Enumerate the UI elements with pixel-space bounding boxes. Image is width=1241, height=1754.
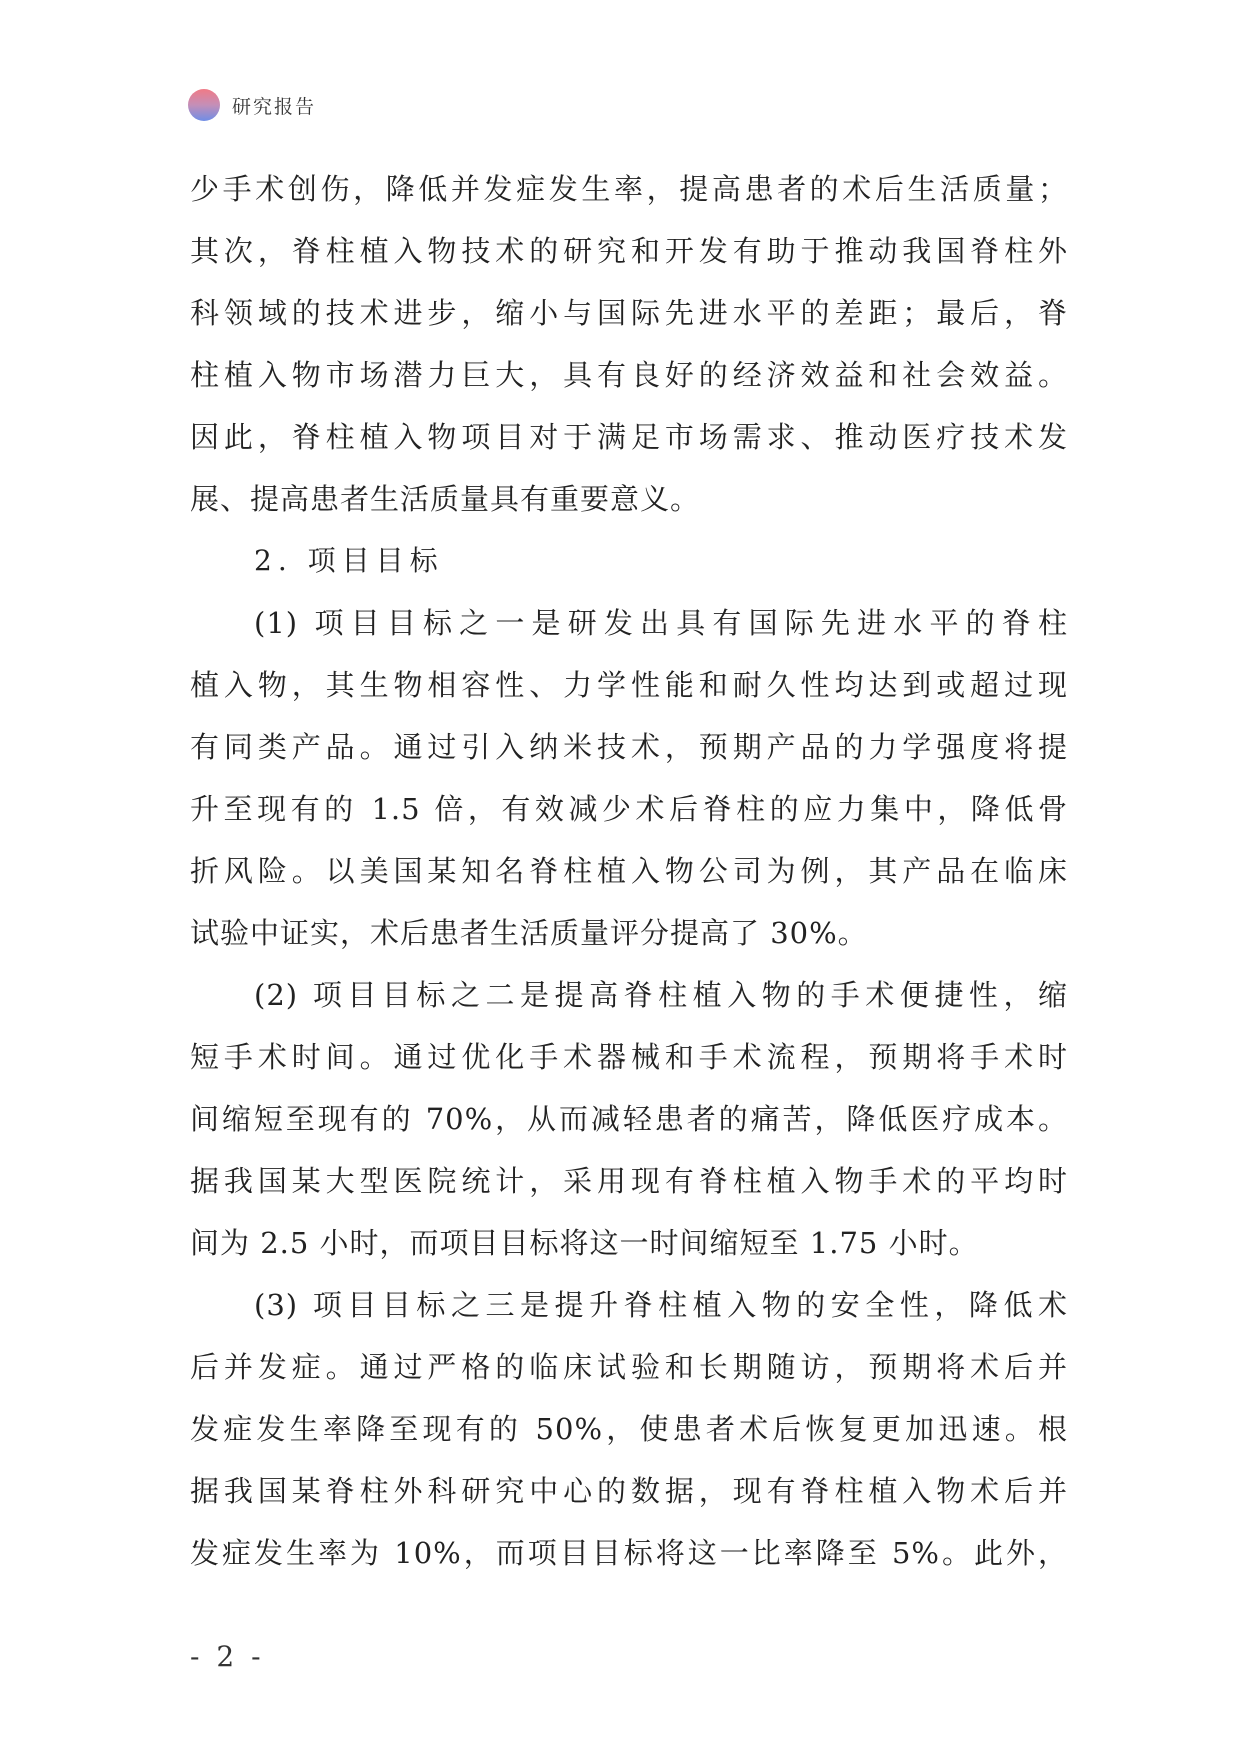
text-line: 展、提高患者生活质量具有重要意义。 [190,482,701,516]
page-number: - 2 - [190,1640,265,1673]
text-line: 柱植入物市场潜力巨大，具有良好的经济效益和社会效益。 [190,358,1068,392]
text-line: 试验中证实，术后患者生活质量评分提高了 30%。 [190,916,868,950]
text-line: 其次，脊柱植入物技术的研究和开发有助于推动我国脊柱外 [190,234,1068,268]
text-line: (3) 项目目标之三是提升脊柱植入物的安全性，降低术 [254,1288,1068,1322]
text-line: 间为 2.5 小时，而项目目标将这一时间缩短至 1.75 小时。 [190,1226,979,1260]
header-title: 研究报告 [232,95,317,118]
text-line: 有同类产品。通过引入纳米技术，预期产品的力学强度将提 [190,730,1068,764]
text-line: 升至现有的 1.5 倍，有效减少术后脊柱的应力集中，降低骨 [190,792,1068,826]
text-line: (1) 项目目标之一是研发出具有国际先进水平的脊柱 [254,606,1068,640]
text-line: 据我国某脊柱外科研究中心的数据，现有脊柱植入物术后并 [190,1474,1068,1508]
text-line: 少手术创伤，降低并发症发生率，提高患者的术后生活质量； [190,172,1068,206]
text-line: 植入物，其生物相容性、力学性能和耐久性均达到或超过现 [190,668,1068,702]
text-line: 因此，脊柱植入物项目对于满足市场需求、推动医疗技术发 [190,420,1068,454]
text-line: 据我国某大型医院统计，采用现有脊柱植入物手术的平均时 [190,1164,1068,1198]
section-heading: 2. 项目目标 [254,544,444,577]
text-line: 后并发症。通过严格的临床试验和长期随访，预期将术后并 [190,1350,1068,1384]
text-line: 短手术时间。通过优化手术器械和手术流程，预期将手术时 [190,1040,1068,1074]
document-body [190,158,1068,1584]
text-line: 间缩短至现有的 70%，从而减轻患者的痛苦，降低医疗成本。 [190,1102,1068,1136]
report-logo-icon [188,89,220,121]
text-line: 发症发生率为 10%，而项目目标将这一比率降至 5%。此外， [190,1536,1068,1570]
text-line: 折风险。以美国某知名脊柱植入物公司为例，其产品在临床 [190,854,1068,888]
text-line: (2) 项目目标之二是提高脊柱植入物的手术便捷性，缩 [254,978,1068,1012]
page-header [188,88,316,122]
text-line: 科领域的技术进步，缩小与国际先进水平的差距；最后，脊 [190,296,1068,330]
text-line: 发症发生率降至现有的 50%，使患者术后恢复更加迅速。根 [190,1412,1068,1446]
